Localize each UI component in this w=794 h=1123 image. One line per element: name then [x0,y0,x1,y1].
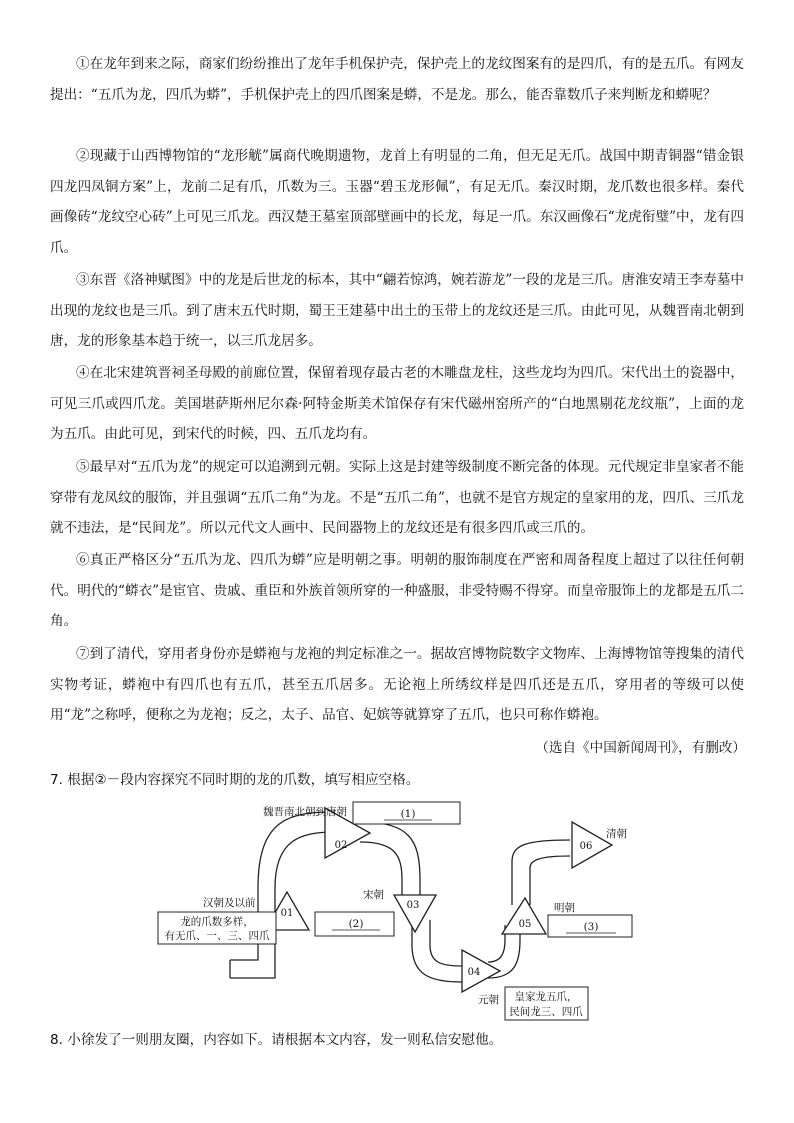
article-paragraph-6: ⑥真正严格区分“五爪为龙、四爪为蟒”应是明朝之事。明朝的服饰制度在严密和周备程度上超过了以往任何朝代。明代的“蟒衣”是宦官、贵戚、重臣和外族首领所穿的一种盛服，非受特赐不得穿。而皇帝服饰上的龙都是五爪二角。 [50,552,744,629]
box-02-blank: (1) [400,808,416,820]
step-03-number: 03 [406,900,420,911]
question-8-prompt: 8. 小徐发了一则朋友圈，内容如下。请根据本文内容，发一则私信安慰他。 [50,1032,503,1048]
article-paragraph-1: ①在龙年到来之际，商家们纷纷推出了龙年手机保护壳，保护壳上的龙纹图案有的是四爪，有的是五爪。有网友提出：“五爪为龙，四爪为蟒”，手机保护壳上的四爪图案是蟒，不是龙。那么，能否靠数爪子来判断龙和蟒呢？ [50,56,744,103]
era-label-05: 明朝 [554,902,575,914]
era-label-04: 元朝 [478,994,499,1006]
article-paragraph-7: ⑦到了清代，穿用者身份亦是蟒袍与龙袍的判定标准之一。据故宫博物院数字文物库、上海博物馆等搜集的清代实物考证，蟒袍中有四爪也有五爪，甚至五爪居多。无论袍上所绣纹样是四爪还是五爪，穿用者的等级可以使用“龙”之称呼，便称之为龙袍；反之，太子、品官、妃嫔等就算穿了五爪，也只可称作蟒袍。 [50,646,744,723]
box-04-line-2: 民间龙三、四爪 [509,1006,583,1018]
article-source: （选自《中国新闻周刊》，有删改） [535,740,746,756]
box-04-line-1: 皇家龙五爪， [514,991,578,1003]
step-05-number: 05 [518,919,532,930]
era-label-02: 魏晋南北朝到唐朝 [263,806,347,818]
box-03-blank: (2) [348,918,364,930]
article-paragraph-4: ④在北宋建筑晋祠圣母殿的前廊位置，保留着现存最古老的木雕盘龙柱，这些龙均为四爪。宋代出土的瓷器中，可见三爪或四爪龙。美国堪萨斯州尼尔森·阿特金斯美术馆保存有宋代磁州窑所产的“白地黑剔花龙纹瓶”，上面的龙为五爪。由此可见，到宋代的时候，四、五爪龙均有。 [50,365,744,442]
step-01-number: 01 [280,908,294,919]
step-markers [265,808,612,992]
article-paragraph-2: ②现藏于山西博物馆的“龙形觥”属商代晚期遗物，龙首上有明显的二角，但无足无爪。战国中期青铜器“错金银四龙四凤铜方案”上，龙前二足有爪，爪数为三。玉器“碧玉龙形佩”，有足无爪。秦汉时期，龙爪数也很多样。秦代画像砖“龙纹空心砖”上可见三爪龙。西汉楚王墓室顶部壁画中的长龙，每足一爪。东汉画像石“龙虎衔璧”中，龙有四爪。 [50,148,744,256]
step-06-number: 06 [579,841,593,852]
question-7-prompt: 7. 根据②－段内容探究不同时期的龙的爪数，填写相应空格。 [50,772,420,788]
era-label-03: 宋朝 [363,889,384,901]
step-04-number: 04 [467,967,481,978]
box-01-line-2: 有无爪、一、三、四爪 [164,930,270,942]
box-05-blank: (3) [583,921,599,933]
era-label-01: 汉朝及以前 [203,897,256,909]
box-01-line-1: 龙的爪数多样， [180,916,254,928]
era-label-06: 清朝 [606,828,627,840]
step-02-number: 02 [334,840,348,851]
article-paragraph-5: ⑤最早对“五爪为龙”的规定可以追溯到元朝。实际上这是封建等级制度不断完备的体现。元代规定非皇家者不能穿带有龙凤纹的服饰，并且强调“五爪二角”为龙。不是“五爪二角”，也就不是官方规定的皇家用的龙，四爪、三爪龙就不违法，是“民间龙”。所以元代文人画中、民间器物上的龙纹还是有很多四爪或三爪的。 [50,459,744,536]
article-paragraph-3: ③东晋《洛神赋图》中的龙是后世龙的标本，其中“翩若惊鸿，婉若游龙”一段的龙是三爪。唐淮安靖王李寿墓中出现的龙纹也是三爪。到了唐末五代时期，蜀王王建墓中出土的玉带上的龙纹还是三爪。由此可见，从魏晋南北朝到唐，龙的形象基本趋于统一，以三爪龙居多。 [50,272,744,349]
